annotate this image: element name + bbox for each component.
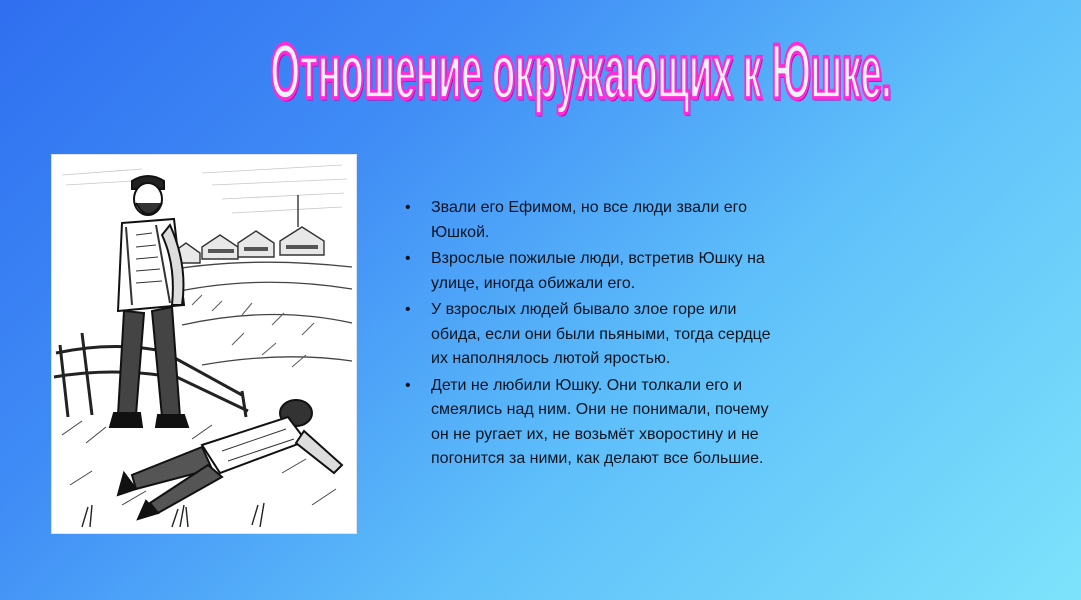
bullet-item: [403, 196, 773, 245]
bullet-text: Звали его Ефимом, но все люди звали его Юшкой.: [431, 199, 747, 241]
bullet-text: Дети не любили Юшку. Они толкали его и смеялись над ним. Они не понимали, почему он не ругает их, не возьмёт хворостину и не погонится за ними, как делают все большие.: [431, 376, 769, 467]
bullet-text: Взрослые пожилые люди, встретив Юшку на улице, иногда обижали его.: [431, 250, 765, 292]
bullet-marker: •: [405, 199, 411, 216]
bullet-text: У взрослых людей бывало злое горе или обида, если они были пьяными, тогда сердце их наполнялось лютой яростью.: [431, 301, 771, 367]
bullet-marker: •: [405, 250, 411, 267]
slide-title-text: Отношение окружающих к Юшке.: [270, 29, 892, 116]
slide-title: [80, 18, 892, 128]
illustration: [52, 155, 356, 533]
bullet-marker: •: [405, 301, 411, 318]
bullet-item: [403, 247, 773, 296]
bullet-item: [403, 298, 773, 372]
bullet-marker: •: [405, 376, 411, 394]
sketch-illustration-icon: [52, 155, 356, 533]
bullet-list: [403, 196, 773, 474]
bullet-item: [403, 374, 773, 472]
